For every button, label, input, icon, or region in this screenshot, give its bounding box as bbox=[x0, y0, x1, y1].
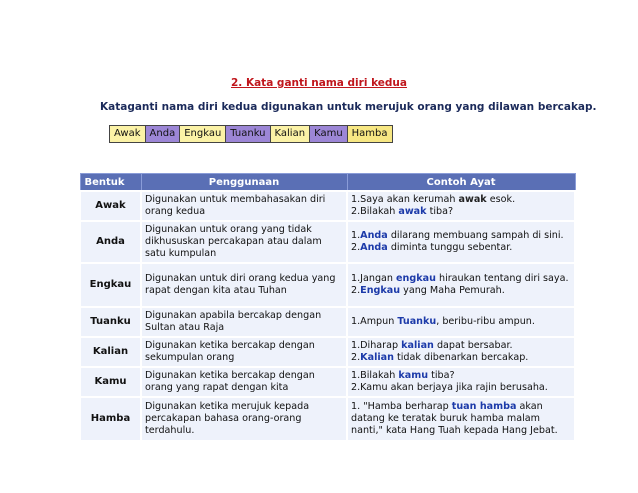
chip-kalian: Kalian bbox=[271, 126, 311, 142]
pronoun-keyword: tuan hamba bbox=[451, 401, 517, 412]
header-bentuk: Bentuk bbox=[80, 174, 141, 192]
form-cell: Engkau bbox=[80, 263, 141, 307]
example-cell bbox=[347, 191, 575, 221]
example-text: diminta tunggu sebentar. bbox=[387, 242, 513, 253]
example-cell bbox=[347, 307, 575, 337]
example-line bbox=[351, 352, 571, 364]
usage-cell: Digunakan apabila bercakap dengan Sultan atau Raja bbox=[141, 307, 347, 337]
example-text: tiba? bbox=[428, 370, 455, 381]
example-line bbox=[351, 273, 571, 285]
example-text: 2.Bilakah bbox=[351, 206, 399, 217]
table-row bbox=[80, 337, 575, 367]
chip-engkau: Engkau bbox=[180, 126, 226, 142]
example-line bbox=[351, 230, 571, 242]
table-row bbox=[80, 397, 575, 441]
example-text: 2.Kamu akan berjaya jika rajin berusaha. bbox=[351, 382, 548, 393]
form-cell: Awak bbox=[80, 191, 141, 221]
chip-anda: Anda bbox=[146, 126, 181, 142]
usage-cell: Digunakan untuk orang yang tidak dikhususkan percakapan atau dalam satu kumpulan bbox=[141, 221, 347, 263]
example-text: 1. "Hamba berharap bbox=[351, 401, 452, 412]
example-line bbox=[351, 206, 571, 218]
example-text: , beribu-ribu ampun. bbox=[436, 316, 535, 327]
example-line bbox=[351, 242, 571, 254]
example-text: 2. bbox=[351, 352, 361, 363]
example-text: 2. bbox=[351, 242, 361, 253]
example-text: 1.Saya akan kerumah bbox=[351, 194, 459, 205]
chip-awak: Awak bbox=[110, 126, 146, 142]
pronoun-keyword: kalian bbox=[401, 340, 434, 351]
usage-cell: Digunakan untuk diri orang kedua yang rapat dengan kita atau Tuhan bbox=[141, 263, 347, 307]
example-text: dapat bersabar. bbox=[433, 340, 513, 351]
example-text: 1.Ampun bbox=[351, 316, 398, 327]
example-cell bbox=[347, 367, 575, 397]
pronoun-keyword: Anda bbox=[360, 230, 388, 241]
example-text: 2. bbox=[351, 285, 361, 296]
table-row bbox=[80, 307, 575, 337]
form-cell: Kalian bbox=[80, 337, 141, 367]
example-text: hiraukan tentang diri saya. bbox=[435, 273, 569, 284]
example-text: akan datang ke teratak buruk hamba malam nanti," kata Hang Tuah kepada Hang Jebat. bbox=[351, 401, 558, 436]
usage-cell: Digunakan ketika bercakap dengan orang yang rapat dengan kita bbox=[141, 367, 347, 397]
pronoun-keyword: Kalian bbox=[360, 352, 394, 363]
example-text: 1. bbox=[351, 230, 361, 241]
pronoun-keyword: engkau bbox=[396, 273, 436, 284]
example-text: tiba? bbox=[426, 206, 454, 217]
form-cell: Hamba bbox=[80, 397, 141, 441]
example-cell bbox=[347, 397, 575, 441]
header-contoh-ayat: Contoh Ayat bbox=[347, 174, 575, 192]
example-cell bbox=[347, 337, 575, 367]
chip-kamu: Kamu bbox=[310, 126, 348, 142]
table-row bbox=[80, 191, 575, 221]
usage-cell: Digunakan ketika bercakap dengan sekumpulan orang bbox=[141, 337, 347, 367]
example-line bbox=[351, 194, 571, 206]
example-text: esok. bbox=[486, 194, 516, 205]
example-cell bbox=[347, 263, 575, 307]
pronoun-keyword: awak bbox=[458, 194, 487, 205]
example-line bbox=[351, 382, 571, 394]
intro-text: Kataganti nama diri kedua digunakan untuk merujuk orang yang dilawan bercakap. bbox=[100, 101, 597, 113]
table-row bbox=[80, 221, 575, 263]
table-header-row bbox=[80, 174, 575, 192]
example-line bbox=[351, 340, 571, 352]
form-cell: Anda bbox=[80, 221, 141, 263]
example-text: 1.Jangan bbox=[351, 273, 397, 284]
form-cell: Tuanku bbox=[80, 307, 141, 337]
form-cell: Kamu bbox=[80, 367, 141, 397]
table-row bbox=[80, 367, 575, 397]
example-text: 1.Diharap bbox=[351, 340, 402, 351]
pronoun-keyword: kamu bbox=[398, 370, 429, 381]
example-text: tidak dibenarkan bercakap. bbox=[393, 352, 529, 363]
pronoun-keyword: awak bbox=[398, 206, 427, 217]
example-line bbox=[351, 401, 571, 437]
pronoun-keyword: Engkau bbox=[360, 285, 401, 296]
section-title: 2. Kata ganti nama diri kedua bbox=[231, 77, 407, 89]
pronoun-keyword: Anda bbox=[360, 242, 388, 253]
example-text: yang Maha Pemurah. bbox=[400, 285, 505, 296]
pronoun-keyword: Tuanku bbox=[397, 316, 437, 327]
usage-cell: Digunakan ketika merujuk kepada percakapan bahasa orang-orang terdahulu. bbox=[141, 397, 347, 441]
example-line bbox=[351, 285, 571, 297]
example-text: dilarang membuang sampah di sini. bbox=[387, 230, 564, 241]
example-cell bbox=[347, 221, 575, 263]
chip-hamba: Hamba bbox=[348, 126, 392, 142]
chip-tuanku: Tuanku bbox=[226, 126, 270, 142]
example-line bbox=[351, 316, 571, 328]
pronoun-table bbox=[79, 173, 576, 442]
header-penggunaan: Penggunaan bbox=[141, 174, 347, 192]
example-text: 1.Bilakah bbox=[351, 370, 399, 381]
usage-cell: Digunakan untuk membahasakan diri orang kedua bbox=[141, 191, 347, 221]
table-row bbox=[80, 263, 575, 307]
pronoun-chip-bar bbox=[109, 125, 393, 143]
example-line bbox=[351, 370, 571, 382]
